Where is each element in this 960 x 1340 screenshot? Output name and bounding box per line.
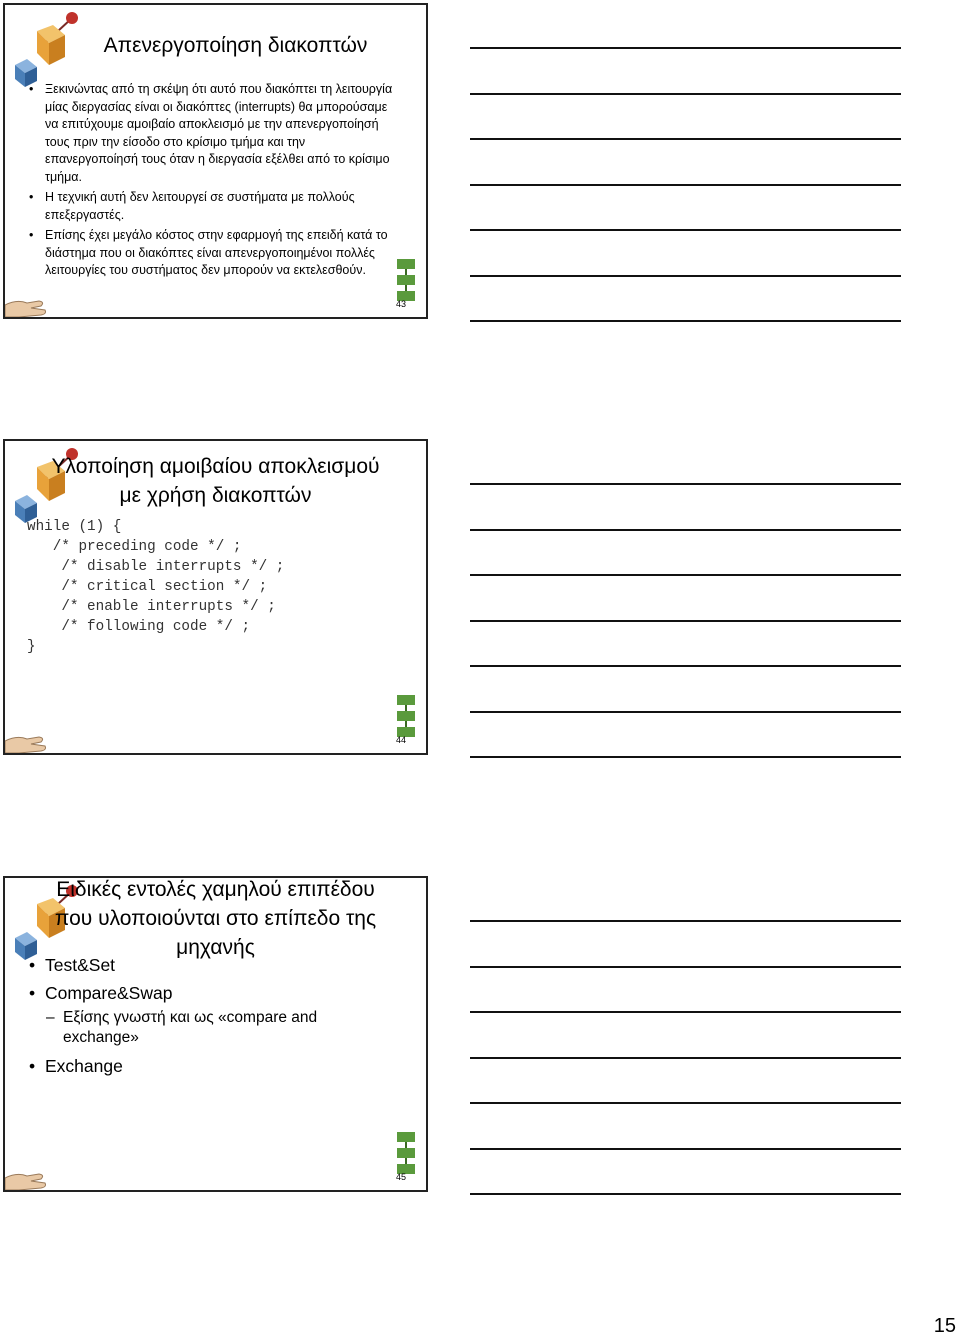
note-line	[470, 229, 901, 231]
sub-bullet-item: – Εξίσης γνωστή και ως «compare and exchange»	[27, 1008, 396, 1048]
notes-lines	[470, 483, 901, 802]
hand-decoration-icon	[5, 1164, 51, 1190]
bullet-item: • Exchange	[27, 1055, 396, 1077]
note-line	[470, 620, 901, 622]
bullet-list	[27, 954, 396, 1083]
slide-number: 44	[395, 735, 406, 745]
hand-decoration-icon	[5, 727, 51, 753]
slide-title-line: που υλοποιούνται στο επίπεδο της	[54, 907, 377, 930]
note-line	[470, 47, 901, 49]
page-number: 15	[933, 1315, 956, 1337]
slide-title-line: Υλοποίηση αμοιβαίου αποκλεισμού	[51, 455, 380, 478]
note-line	[470, 756, 901, 758]
note-line	[470, 483, 901, 485]
note-line	[470, 1057, 901, 1059]
note-line	[470, 711, 901, 713]
note-line	[470, 93, 901, 95]
code-line: /* critical section */ ;	[27, 579, 268, 595]
notes-lines	[470, 47, 901, 366]
notes-lines	[470, 920, 901, 1239]
note-line	[470, 1148, 901, 1150]
note-line	[470, 1102, 901, 1104]
bullet-item: • Ξεκινώντας από τη σκέψη ότι αυτό που διακόπτει τη λειτουργία μίας διεργασίας είναι οι διακόπτες (interrupts) θα μπορούσαμε να επιτύχουμε αμοιβαίο αποκλεισμό με την απενεργοποίησή τους πριν την είσοδο στο κρίσιμο τμήμα και την επανεργοποίησή τους όταν η διεργασία εξέλθει από το κρίσιμο τμήμα.	[27, 81, 396, 186]
slide-title-line: μηχανής	[176, 936, 255, 959]
code-line: /* preceding code */ ;	[27, 539, 242, 555]
bullet-item: • Compare&Swap	[27, 982, 396, 1004]
bullet-list	[27, 81, 396, 283]
flowchart-decoration-icon	[392, 257, 420, 303]
slide-title-line: με χρήση διακοπτών	[119, 484, 312, 507]
note-line	[470, 1193, 901, 1195]
slide-44	[3, 439, 428, 755]
code-line: /* disable interrupts */ ;	[27, 559, 285, 575]
note-line	[470, 138, 901, 140]
flowchart-decoration-icon	[392, 1130, 420, 1176]
code-line: /* enable interrupts */ ;	[27, 599, 276, 615]
note-line	[470, 574, 901, 576]
note-line	[470, 1011, 901, 1013]
bullet-item: • Επίσης έχει μεγάλο κόστος στην εφαρμογή της επειδή κατά το διάστημα που οι διακόπτες είναι απενεργοποιημένοι πολλές λειτουργίες του συστήματος δεν μπορούν να εκτελεσθούν.	[27, 227, 396, 280]
flowchart-decoration-icon	[392, 693, 420, 739]
note-line	[470, 184, 901, 186]
slide-title: Απενεργοποίηση διακοπτών	[103, 34, 368, 57]
slide-title-line: Ειδικές εντολές χαμηλού επιπέδου	[56, 878, 375, 901]
note-line	[470, 529, 901, 531]
slide-number: 43	[395, 299, 406, 309]
code-block	[27, 517, 284, 657]
code-line: }	[27, 639, 36, 655]
note-line	[470, 665, 901, 667]
note-line	[470, 920, 901, 922]
note-line	[470, 966, 901, 968]
note-line	[470, 275, 901, 277]
slide-43	[3, 3, 428, 319]
hand-decoration-icon	[5, 291, 51, 317]
slide-45	[3, 876, 428, 1192]
bullet-item: • Test&Set	[27, 954, 396, 976]
note-line	[470, 320, 901, 322]
code-line: while (1) {	[27, 519, 122, 535]
slide-number: 45	[395, 1172, 406, 1182]
code-line: /* following code */ ;	[27, 619, 251, 635]
bullet-item: • Η τεχνική αυτή δεν λειτουργεί σε συστήματα με πολλούς επεξεργαστές.	[27, 189, 396, 224]
